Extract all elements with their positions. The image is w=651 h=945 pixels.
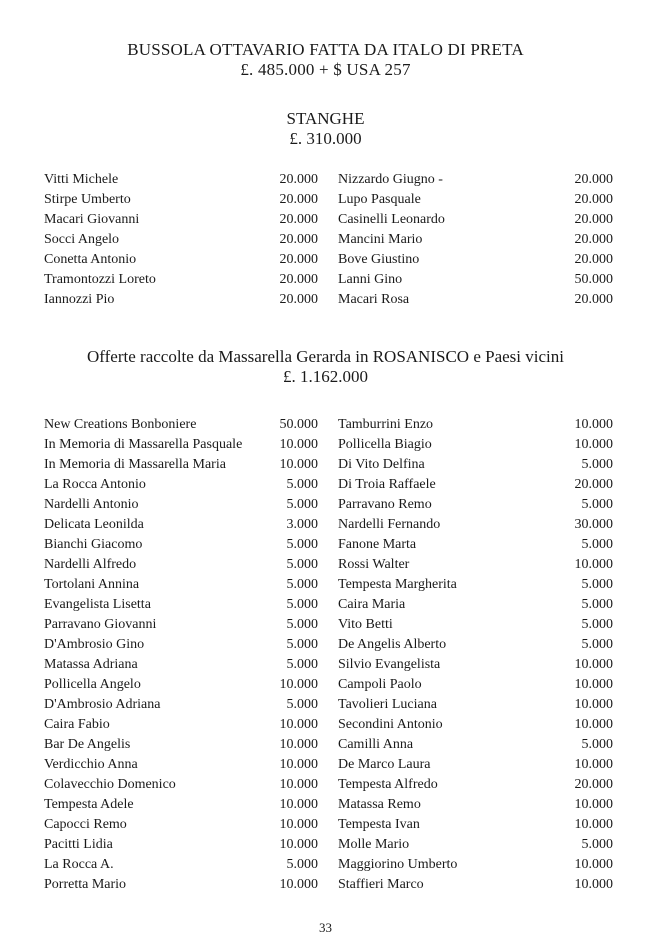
document-total-amount: £. 485.000 + $ USA 257 bbox=[240, 60, 411, 79]
donor-name: Tempesta Adele bbox=[44, 797, 134, 812]
donor-name: Vito Betti bbox=[338, 617, 393, 632]
donation-amount: 10.000 bbox=[574, 717, 613, 732]
donation-amount: 20.000 bbox=[279, 212, 318, 227]
list-item bbox=[338, 715, 613, 735]
donor-name: In Memoria di Massarella Pasquale bbox=[44, 437, 243, 452]
donor-name: Matassa Remo bbox=[338, 797, 421, 812]
donor-name: Capocci Remo bbox=[44, 817, 127, 832]
list-item bbox=[338, 170, 613, 190]
donor-name: Tamburrini Enzo bbox=[338, 417, 434, 432]
donation-amount: 50.000 bbox=[574, 272, 613, 287]
list-item bbox=[44, 415, 318, 435]
donor-name: Campoli Paolo bbox=[338, 677, 422, 692]
donor-name: Bar De Angelis bbox=[44, 737, 131, 752]
list-item bbox=[338, 795, 613, 815]
donation-amount: 20.000 bbox=[574, 212, 613, 227]
list-item bbox=[44, 250, 318, 270]
donor-name: Lanni Gino bbox=[338, 272, 403, 287]
donor-name: Nardelli Fernando bbox=[338, 517, 441, 532]
donation-amount: 20.000 bbox=[279, 232, 318, 247]
list-item bbox=[44, 615, 318, 635]
donation-amount: 20.000 bbox=[574, 192, 613, 207]
donation-amount: 5.000 bbox=[581, 577, 613, 592]
list-item bbox=[338, 210, 613, 230]
donation-amount: 10.000 bbox=[279, 717, 318, 732]
list-item bbox=[338, 595, 613, 615]
donor-name: Matassa Adriana bbox=[44, 657, 138, 672]
offerte-left-column bbox=[44, 415, 318, 895]
donor-name: Maggiorino Umberto bbox=[338, 857, 458, 872]
donation-amount: 20.000 bbox=[574, 292, 613, 307]
list-item bbox=[44, 815, 318, 835]
list-item bbox=[338, 475, 613, 495]
list-item bbox=[338, 815, 613, 835]
donation-amount: 10.000 bbox=[574, 657, 613, 672]
list-item bbox=[44, 715, 318, 735]
donation-amount: 10.000 bbox=[574, 677, 613, 692]
donor-name: Staffieri Marco bbox=[338, 877, 424, 892]
list-item bbox=[338, 435, 613, 455]
list-item bbox=[44, 575, 318, 595]
donation-amount: 20.000 bbox=[279, 172, 318, 187]
donation-amount: 5.000 bbox=[581, 537, 613, 552]
donation-amount: 10.000 bbox=[574, 437, 613, 452]
donation-amount: 10.000 bbox=[574, 797, 613, 812]
donation-amount: 5.000 bbox=[286, 477, 318, 492]
list-item bbox=[44, 675, 318, 695]
list-item bbox=[338, 290, 613, 310]
list-item bbox=[44, 230, 318, 250]
donor-name: Bianchi Giacomo bbox=[44, 537, 143, 552]
donation-amount: 10.000 bbox=[279, 837, 318, 852]
donor-name: Macari Rosa bbox=[338, 292, 410, 307]
donation-amount: 30.000 bbox=[574, 517, 613, 532]
donor-name: Verdicchio Anna bbox=[44, 757, 138, 772]
list-item bbox=[338, 515, 613, 535]
donation-amount: 50.000 bbox=[279, 417, 318, 432]
list-item bbox=[44, 210, 318, 230]
page-number: 33 bbox=[319, 920, 332, 935]
donor-name: Di Vito Delfina bbox=[338, 457, 425, 472]
donation-amount: 5.000 bbox=[286, 857, 318, 872]
donor-name: Nardelli Alfredo bbox=[44, 557, 137, 572]
stanghe-total-amount: £. 310.000 bbox=[289, 129, 362, 148]
donor-name: Silvio Evangelista bbox=[338, 657, 441, 672]
donor-name: Vitti Michele bbox=[44, 172, 119, 187]
donor-name: Tramontozzi Loreto bbox=[44, 272, 156, 287]
list-item bbox=[44, 170, 318, 190]
donor-name: D'Ambrosio Adriana bbox=[44, 697, 161, 712]
donor-name: Di Troia Raffaele bbox=[338, 477, 436, 492]
donation-amount: 20.000 bbox=[574, 252, 613, 267]
donor-name: Porretta Mario bbox=[44, 877, 127, 892]
document-title: BUSSOLA OTTAVARIO FATTA DA ITALO DI PRETA bbox=[127, 40, 524, 59]
donation-amount: 5.000 bbox=[581, 737, 613, 752]
donor-name: Tavolieri Luciana bbox=[338, 697, 437, 712]
list-item bbox=[338, 635, 613, 655]
donation-amount: 5.000 bbox=[286, 497, 318, 512]
donation-amount: 5.000 bbox=[581, 617, 613, 632]
donation-amount: 3.000 bbox=[286, 517, 318, 532]
donation-amount: 10.000 bbox=[574, 417, 613, 432]
list-item bbox=[338, 655, 613, 675]
list-item bbox=[338, 775, 613, 795]
list-item bbox=[44, 435, 318, 455]
donor-name: Conetta Antonio bbox=[44, 252, 137, 267]
donation-amount: 20.000 bbox=[574, 172, 613, 187]
donor-name: Tempesta Alfredo bbox=[338, 777, 438, 792]
list-item bbox=[338, 735, 613, 755]
list-item bbox=[338, 415, 613, 435]
donor-name: Camilli Anna bbox=[338, 737, 414, 752]
list-item bbox=[338, 755, 613, 775]
list-item bbox=[44, 495, 318, 515]
donor-name: Tortolani Annina bbox=[44, 577, 140, 592]
list-item bbox=[338, 695, 613, 715]
donation-amount: 10.000 bbox=[279, 817, 318, 832]
donor-name: La Rocca Antonio bbox=[44, 477, 146, 492]
donation-amount: 10.000 bbox=[279, 437, 318, 452]
list-item bbox=[44, 795, 318, 815]
list-item bbox=[338, 615, 613, 635]
donor-name: Pollicella Biagio bbox=[338, 437, 432, 452]
list-item bbox=[338, 250, 613, 270]
list-item bbox=[44, 270, 318, 290]
donor-name: Stirpe Umberto bbox=[44, 192, 131, 207]
list-item bbox=[338, 555, 613, 575]
donor-name: Socci Angelo bbox=[44, 232, 120, 247]
donor-name: Molle Mario bbox=[338, 837, 410, 852]
donation-amount: 5.000 bbox=[581, 497, 613, 512]
donation-amount: 20.000 bbox=[279, 252, 318, 267]
donation-amount: 10.000 bbox=[574, 877, 613, 892]
offerte-title: Offerte raccolte da Massarella Gerarda in ROSANISCO e Paesi vicini bbox=[87, 347, 564, 366]
donor-name: Evangelista Lisetta bbox=[44, 597, 151, 612]
donor-name: Lupo Pasquale bbox=[338, 192, 421, 207]
stanghe-left-column bbox=[44, 170, 318, 310]
donor-name: Tempesta Margherita bbox=[338, 577, 457, 592]
donor-name: Colavecchio Domenico bbox=[44, 777, 176, 792]
donation-amount: 10.000 bbox=[574, 857, 613, 872]
donation-amount: 10.000 bbox=[279, 777, 318, 792]
donor-name: Nizzardo Giugno - bbox=[338, 172, 443, 187]
offerte-total-amount: £. 1.162.000 bbox=[283, 367, 368, 386]
list-item bbox=[44, 190, 318, 210]
list-item bbox=[44, 535, 318, 555]
donor-name: Caira Maria bbox=[338, 597, 406, 612]
donor-name: Fanone Marta bbox=[338, 537, 417, 552]
donation-amount: 5.000 bbox=[286, 597, 318, 612]
list-item bbox=[338, 675, 613, 695]
list-item bbox=[338, 575, 613, 595]
donor-name: Mancini Mario bbox=[338, 232, 423, 247]
donor-name: Parravano Remo bbox=[338, 497, 432, 512]
donation-amount: 5.000 bbox=[286, 617, 318, 632]
list-item bbox=[44, 595, 318, 615]
donor-name: La Rocca A. bbox=[44, 857, 114, 872]
donation-amount: 10.000 bbox=[279, 877, 318, 892]
list-item bbox=[338, 190, 613, 210]
list-item bbox=[44, 635, 318, 655]
donor-name: D'Ambrosio Gino bbox=[44, 637, 145, 652]
donation-amount: 20.000 bbox=[279, 192, 318, 207]
donor-name: Parravano Giovanni bbox=[44, 617, 157, 632]
list-item bbox=[44, 775, 318, 795]
donor-name: Bove Giustino bbox=[338, 252, 420, 267]
offerte-right-column bbox=[338, 415, 613, 895]
donor-name: Nardelli Antonio bbox=[44, 497, 139, 512]
donor-name: Caira Fabio bbox=[44, 717, 110, 732]
donor-name: Rossi Walter bbox=[338, 557, 410, 572]
donation-amount: 10.000 bbox=[279, 737, 318, 752]
donation-amount: 5.000 bbox=[581, 457, 613, 472]
donation-amount: 10.000 bbox=[574, 697, 613, 712]
donor-name: Pollicella Angelo bbox=[44, 677, 141, 692]
list-item bbox=[44, 755, 318, 775]
donor-name: New Creations Bonboniere bbox=[44, 417, 197, 432]
list-item bbox=[338, 875, 613, 895]
donation-amount: 20.000 bbox=[279, 292, 318, 307]
donor-name: Iannozzi Pio bbox=[44, 292, 115, 307]
stanghe-right-column bbox=[338, 170, 613, 310]
list-item bbox=[44, 455, 318, 475]
list-item bbox=[44, 735, 318, 755]
donation-amount: 5.000 bbox=[286, 557, 318, 572]
donation-amount: 5.000 bbox=[581, 637, 613, 652]
list-item bbox=[338, 455, 613, 475]
list-item bbox=[44, 475, 318, 495]
stanghe-title: STANGHE bbox=[286, 109, 365, 128]
list-item bbox=[338, 835, 613, 855]
donor-name: De Marco Laura bbox=[338, 757, 431, 772]
donor-name: Casinelli Leonardo bbox=[338, 212, 445, 227]
list-item bbox=[44, 835, 318, 855]
donor-name: Secondini Antonio bbox=[338, 717, 443, 732]
donation-amount: 5.000 bbox=[286, 697, 318, 712]
donation-amount: 5.000 bbox=[286, 637, 318, 652]
list-item bbox=[44, 290, 318, 310]
donor-name: Macari Giovanni bbox=[44, 212, 140, 227]
list-item bbox=[44, 875, 318, 895]
donor-name: De Angelis Alberto bbox=[338, 637, 447, 652]
donor-name: Pacitti Lidia bbox=[44, 837, 113, 852]
list-item bbox=[44, 855, 318, 875]
donation-amount: 20.000 bbox=[574, 777, 613, 792]
list-item bbox=[338, 230, 613, 250]
donation-amount: 20.000 bbox=[574, 232, 613, 247]
donor-name: Delicata Leonilda bbox=[44, 517, 144, 532]
donation-amount: 20.000 bbox=[574, 477, 613, 492]
donation-amount: 5.000 bbox=[581, 837, 613, 852]
donation-amount: 5.000 bbox=[286, 537, 318, 552]
donor-name: In Memoria di Massarella Maria bbox=[44, 457, 226, 472]
list-item bbox=[44, 695, 318, 715]
list-item bbox=[338, 535, 613, 555]
donation-amount: 10.000 bbox=[574, 817, 613, 832]
donation-amount: 5.000 bbox=[286, 657, 318, 672]
donation-amount: 10.000 bbox=[279, 797, 318, 812]
donation-amount: 10.000 bbox=[574, 557, 613, 572]
donation-amount: 20.000 bbox=[279, 272, 318, 287]
donation-amount: 10.000 bbox=[279, 757, 318, 772]
donation-amount: 5.000 bbox=[286, 577, 318, 592]
donation-amount: 10.000 bbox=[279, 677, 318, 692]
list-item bbox=[338, 270, 613, 290]
list-item bbox=[338, 495, 613, 515]
list-item bbox=[44, 655, 318, 675]
list-item bbox=[44, 555, 318, 575]
list-item bbox=[338, 855, 613, 875]
donation-amount: 10.000 bbox=[574, 757, 613, 772]
list-item bbox=[44, 515, 318, 535]
donation-amount: 5.000 bbox=[581, 597, 613, 612]
donation-amount: 10.000 bbox=[279, 457, 318, 472]
donor-name: Tempesta Ivan bbox=[338, 817, 420, 832]
